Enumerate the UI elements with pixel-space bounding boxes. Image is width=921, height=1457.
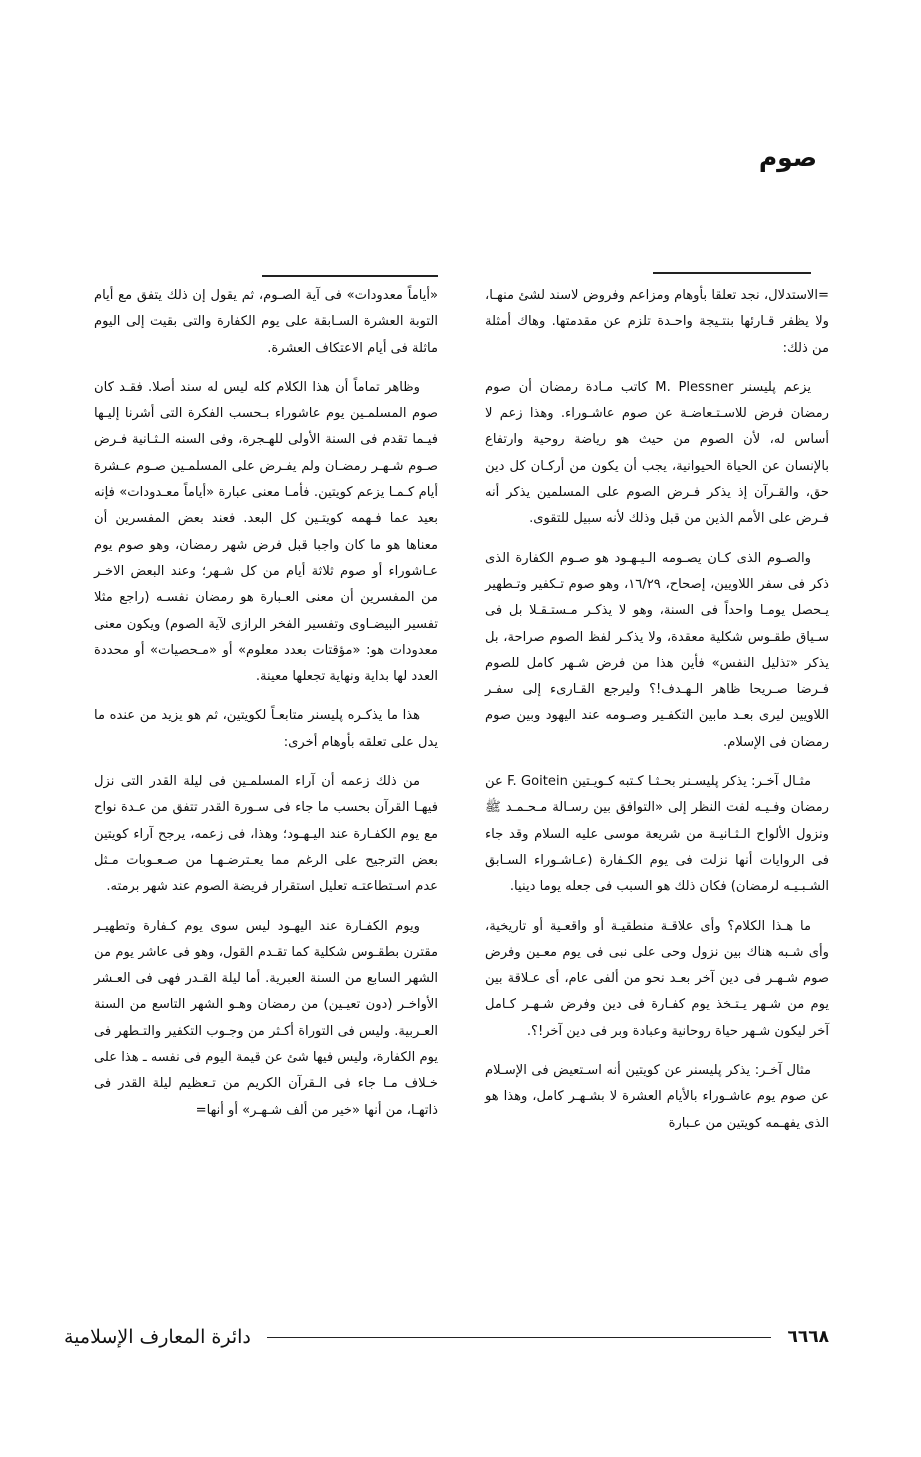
page-number: ٦٦٦٨ (787, 1327, 829, 1347)
paragraph: هذا ما يذكـره پليسنر متابعـاً لكويتين، ثم هو يزيد من عنده ما يدل على تعلقه بأوهام أخرى: (94, 708, 438, 750)
column-top-rule-left (262, 275, 438, 277)
paragraph: =الاستدلال، نجد تعلقا بأوهام ومزاعم وفروض لاسند لشئ منهـا، ولا يظفر قـارئها بنتـيجة واحـدة تلزم عن مقدمتها. وهاك أمثلة من ذلك: (485, 288, 829, 356)
column-top-rule-right (653, 272, 811, 274)
paragraph: ما هـذا الكلام؟ وأى علاقـة منطقيـة أو واقعـية أو تاريخية، وأى شـبه هناك بين نزول وحى على نبى فى يوم معـين وفرض صوم شـهـر فى دين آخر بعـد نحو من ألفى عام، أى عـلاقة بين يوم من شـهر يـتـخذ يوم كفـارة فى دين وفرض شـهـر كـامل آخر ليكون شـهر حياة روحانية وعبادة وبر فى دين آخر!؟. (485, 918, 829, 1039)
right-column (485, 283, 829, 1150)
paragraph: «أياماً معدودات» فى آية الصـوم، ثم يقول إن ذلك يتفق مع أيام التوبة العشرة السـابقة على يوم الكفارة والتى بقيت إلى اليوم ماثلة فى أيام الاعتكاف العشرة. (94, 288, 438, 356)
publication-title: دائرة المعارف الإسلامية (64, 1326, 251, 1348)
entry-title: صوم (758, 143, 817, 172)
paragraph: يزعم پليسنر M. Plessner كاتب مـادة رمضان أن صوم رمضان فرض للاسـتـعاضـة عن صوم عاشـوراء. وهذا زعم لا أساس له، لأن الصوم من حيث هو رياضة روحية وارتفاع بالإنسان عن الحياة الحيوانية، يجب أن يكون من أركـان كل دين حق، والقـرآن إذ يذكر فـرض الصوم على المسلمين يذكر أنه فـرض على الأمم الذين من قبل وذلك لأنه سبيل للتقوى. (485, 379, 829, 527)
paragraph: مثال آخـر: يذكر پليسنر عن كويتين أنه اسـتعيض فى الإسـلام عن صوم يوم عاشـوراء بالأيام العشرة لا بشـهـر كامل، وهذا هو الذى يفهـمه كويتين من عـبارة (485, 1063, 829, 1131)
left-column (94, 283, 438, 1137)
paragraph: مثـال آخـر: يذكر پليسـنر بحـثـا كـتبه كـويـتين F. Goitein عن رمضان وفـيـه لفت النظر إلى «التوافق بين رسـالة مـحـمـد ﷺ ونزول الألواح الـثـانيـة من شريعة موسى عليه السلام وقد جاء فى الروايات أنها نزلت فى يوم الكـفارة (عـاشـوراء السـابق الشـبـيـه لرمضان) فكان ذلك هو السبب فى جعله يوما دينيا. (485, 774, 829, 895)
paragraph: وظاهر تماماً أن هذا الكلام كله ليس له سند أصلا. فقـد كان صوم المسلمـين يوم عاشوراء بـحسب الفكرة التى أشرنا إليـها فيـما تقدم فى السنة الأولى للهـجرة، وفى السنه الـثـانية فـرض صـوم شـهـر رمضـان ولم يفـرض على المسلمـين صـوم عـشرة أيام كـمـا يزعم كويتين. فأمـا معنى عبارة «أياماً معـدودات» فإنه بعيد عما فـهمه كويتـين كل البعد. فعند بعض المفسرين أن معناها هو ما كان واجبا قبل فرض شهر رمضان، وهو صوم يوم عـاشوراء أو صوم ثلاثة أيام من كل شـهر؛ وعند البعض الاخـر من المفسرين أن معنى العـبارة هو رمضان نفسـه (راجع مثلا تفسير البيضـاوى وتفسير الفخر الرازى لآية الصوم) ويكون معنى معدودات هو: «مؤقتات بعدد معلوم» أو «مـحصيات» أو محددة العدد لها بداية ونهاية تجعلها معينة. (94, 379, 438, 685)
paragraph: والصـوم الذى كـان يصـومه الـيـهـود هو صـوم الكفارة الذى ذكر فى سفر اللاويين، إصحاح، ١٦/٢٩، وهو صوم تـكفير وتـطهير يـحصل يومـا واحداً فى السنة، وهو لا يذكـر مـستـقـلا بل فى سـياق طقـوس شكلية معقدة، ولا يذكـر لفظ الصوم صراحة، بل يذكر «تذليل النفس» فأين هذا من فرض شـهر كامل للصوم فـرضا صـريحا ظاهر الـهـدف!؟ وليرجع القـارىء إلى سفـر اللاويين ليرى بعـد مابين التكفـير وصـومه عند اليهود وبين صوم رمضان فى الإسلام. (485, 550, 829, 750)
footer-divider (267, 1337, 772, 1338)
paragraph: من ذلك زعمه أن آراء المسلمـين فى ليلة القدر التى نزل فيهـا القرآن بحسب ما جاء فى سـورة القدر تتفق من عـدة نواح مع يوم الكفـارة عند اليـهـود؛ وهذا، فى زعمه، يرجح آراء كويتين بعض الترجيح على الرغم مما يعـترضـهـا من صـعـوبات مـثل عدم اسـتطاعتـه تعليل استقرار فريضة الصوم عند شهر برمته. (94, 774, 438, 895)
page-footer (64, 1325, 829, 1349)
paragraph: ويوم الكفـارة عند اليهـود ليس سوى يوم كـفارة وتطهيـر مقترن بطقـوس شكلية كما تقـدم القول، وهو فى عاشر يوم من الشهر السابع من السنة العبرية. أما ليلة القـدر فهى فى العـشر الأواخـر (دون تعيـين) من رمضان وهـو الشهر التاسع من السنة العـربية. وليس فى التوراة أكـثر من وجـوب التكفير والتـطهر فى يوم الكفارة، وليس فيها شئ عن قيمة اليوم فى نفسه ـ هذا على خـلاف مـا جاء فى الـقرآن الكريم من تـعظيم ليلة القدر فى ذاتهـا، من أنها «خير من ألف شـهـر» أو أنها= (94, 918, 438, 1118)
